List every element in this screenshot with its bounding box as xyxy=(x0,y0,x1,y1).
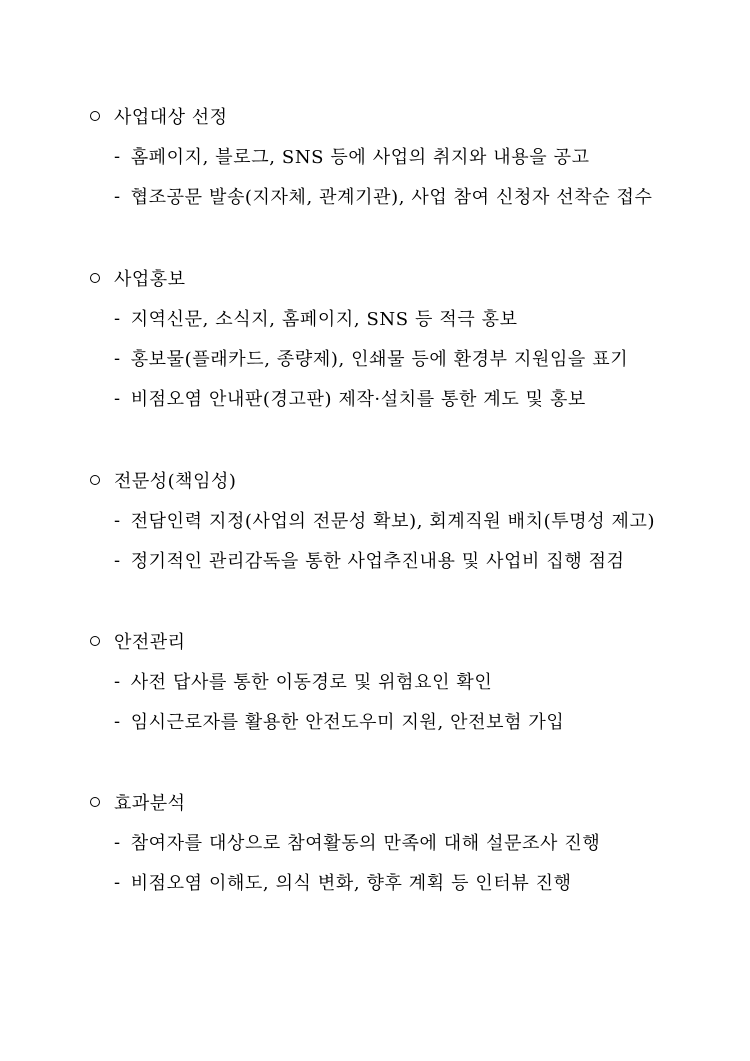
dash-marker: - xyxy=(114,185,121,207)
list-item-text: 참여자를 대상으로 참여활동의 만족에 대해 설문조사 진행 xyxy=(130,833,601,854)
section-item-list xyxy=(90,829,710,895)
section-heading xyxy=(90,789,710,815)
circle-bullet-icon xyxy=(90,636,100,646)
list-item xyxy=(114,143,710,169)
circle-bullet-icon xyxy=(90,797,100,807)
list-item xyxy=(114,708,710,734)
circle-bullet-icon xyxy=(90,273,100,283)
list-item xyxy=(114,385,710,411)
circle-bullet-icon xyxy=(90,111,100,121)
list-item xyxy=(114,547,710,573)
dash-marker: - xyxy=(114,710,121,732)
dash-marker: - xyxy=(114,549,121,571)
dash-marker: - xyxy=(114,307,121,329)
section-heading-text: 사업홍보 xyxy=(114,269,186,290)
dash-marker: - xyxy=(114,347,121,369)
section-project-promotion xyxy=(90,265,710,425)
list-item xyxy=(114,668,710,694)
section-heading xyxy=(90,628,710,654)
dash-marker: - xyxy=(114,145,121,167)
list-item-text: 홍보물(플래카드, 종량제), 인쇄물 등에 환경부 지원임을 표기 xyxy=(130,349,629,370)
section-heading xyxy=(90,467,710,493)
section-expertise xyxy=(90,467,710,587)
section-item-list xyxy=(90,143,710,209)
section-project-selection xyxy=(90,103,710,223)
section-heading-text: 효과분석 xyxy=(114,793,186,814)
dash-marker: - xyxy=(114,387,121,409)
section-item-list xyxy=(90,668,710,734)
dash-marker: - xyxy=(114,670,121,692)
list-item xyxy=(114,183,710,209)
list-item-text: 임시근로자를 활용한 안전도우미 지원, 안전보험 가입 xyxy=(130,712,565,733)
list-item xyxy=(114,829,710,855)
section-effect-analysis xyxy=(90,789,710,909)
dash-marker: - xyxy=(114,871,121,893)
dash-marker: - xyxy=(114,509,121,531)
list-item-text: 비점오염 안내판(경고판) 제작·설치를 통한 계도 및 홍보 xyxy=(130,389,586,410)
list-item xyxy=(114,305,710,331)
list-item-text: 비점오염 이해도, 의식 변화, 향후 계획 등 인터뷰 진행 xyxy=(130,873,572,894)
list-item xyxy=(114,345,710,371)
list-item-text: 정기적인 관리감독을 통한 사업추진내용 및 사업비 집행 점검 xyxy=(130,551,625,572)
section-item-list xyxy=(90,507,710,573)
list-item-text: 전담인력 지정(사업의 전문성 확보), 회계직원 배치(투명성 제고) xyxy=(130,511,656,532)
section-heading xyxy=(90,265,710,291)
section-heading-text: 사업대상 선정 xyxy=(114,107,228,128)
section-heading xyxy=(90,103,710,129)
dash-marker: - xyxy=(114,831,121,853)
list-item xyxy=(114,507,710,533)
list-item-text: 협조공문 발송(지자체, 관계기관), 사업 참여 신청자 선착순 접수 xyxy=(130,187,653,208)
section-safety-management xyxy=(90,628,710,748)
list-item-text: 홈페이지, 블로그, SNS 등에 사업의 취지와 내용을 공고 xyxy=(130,147,590,168)
section-item-list xyxy=(90,305,710,411)
section-heading-text: 전문성(책임성) xyxy=(114,471,237,492)
list-item xyxy=(114,869,710,895)
section-heading-text: 안전관리 xyxy=(114,632,186,653)
list-item-text: 사전 답사를 통한 이동경로 및 위험요인 확인 xyxy=(130,672,493,693)
list-item-text: 지역신문, 소식지, 홈페이지, SNS 등 적극 홍보 xyxy=(130,309,518,330)
circle-bullet-icon xyxy=(90,475,100,485)
